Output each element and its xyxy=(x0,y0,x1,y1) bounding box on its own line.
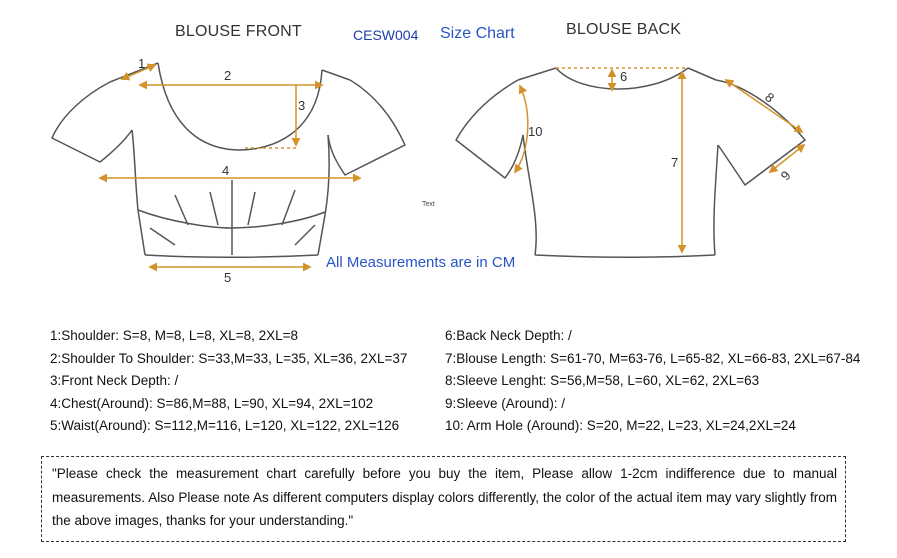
blouse-front-title: BLOUSE FRONT xyxy=(175,23,302,40)
disclaimer-box: "Please check the measurement chart carefully before you buy the item, Please allow 1-2cm indifference due to manual measurements. Also Please note As different computers display colors differently, the color of the actual item may vary slightly from the above images, thanks for your understanding." xyxy=(41,456,846,542)
label-7: 7 xyxy=(671,155,679,170)
measurement-sleeve-around: 9:Sleeve (Around): / xyxy=(445,395,566,411)
size-chart-title: Size Chart xyxy=(440,25,515,42)
measurements-right-column xyxy=(445,325,860,438)
measurement-waist: 5:Waist(Around): S=112,M=116, L=120, XL=122, 2XL=126 xyxy=(50,418,400,433)
label-3: 3 xyxy=(298,98,306,113)
back-measurement-lines xyxy=(515,68,804,252)
label-8: 8 xyxy=(762,89,778,106)
label-2: 2 xyxy=(224,68,232,83)
placeholder-text: Text xyxy=(422,201,435,208)
label-1: 1 xyxy=(138,56,146,71)
measurement-back-neck-depth: 6:Back Neck Depth: / xyxy=(445,328,572,343)
measurement-chest: 4:Chest(Around): S=86,M=88, L=90, XL=94, 2XL=102 xyxy=(50,395,374,411)
units-note: All Measurements are in CM xyxy=(326,254,516,271)
blouse-back-title: BLOUSE BACK xyxy=(566,21,682,38)
blouse-front-outline xyxy=(52,63,405,257)
label-10: 10 xyxy=(528,124,543,139)
measurement-sleeve-length: 8:Sleeve Lenght: S=56,M=58, L=60, XL=62, 2XL=63 xyxy=(445,373,760,388)
measurement-arm-hole: 10: Arm Hole (Around): S=20, M=22, L=23, XL=24,2XL=24 xyxy=(445,418,796,433)
measurement-blouse-length: 7:Blouse Length: S=61-70, M=63-76, L=65-82, XL=66-83, 2XL=67-84 xyxy=(445,350,861,366)
label-5: 5 xyxy=(224,270,232,285)
measurement-shoulder-to-shoulder: 2:Shoulder To Shoulder: S=33,M=33, L=35, XL=36, 2XL=37 xyxy=(50,350,408,366)
measurement-front-neck-depth: 3:Front Neck Depth: / xyxy=(50,373,179,388)
measurement-shoulder: 1:Shoulder: S=8, M=8, L=8, XL=8, 2XL=8 xyxy=(50,328,299,343)
product-code: CESW004 xyxy=(353,27,419,43)
label-4: 4 xyxy=(222,163,230,178)
measurements-left-column xyxy=(50,325,407,438)
label-6: 6 xyxy=(620,69,628,84)
blouse-back-outline xyxy=(456,68,805,257)
label-9: 9 xyxy=(777,167,794,184)
